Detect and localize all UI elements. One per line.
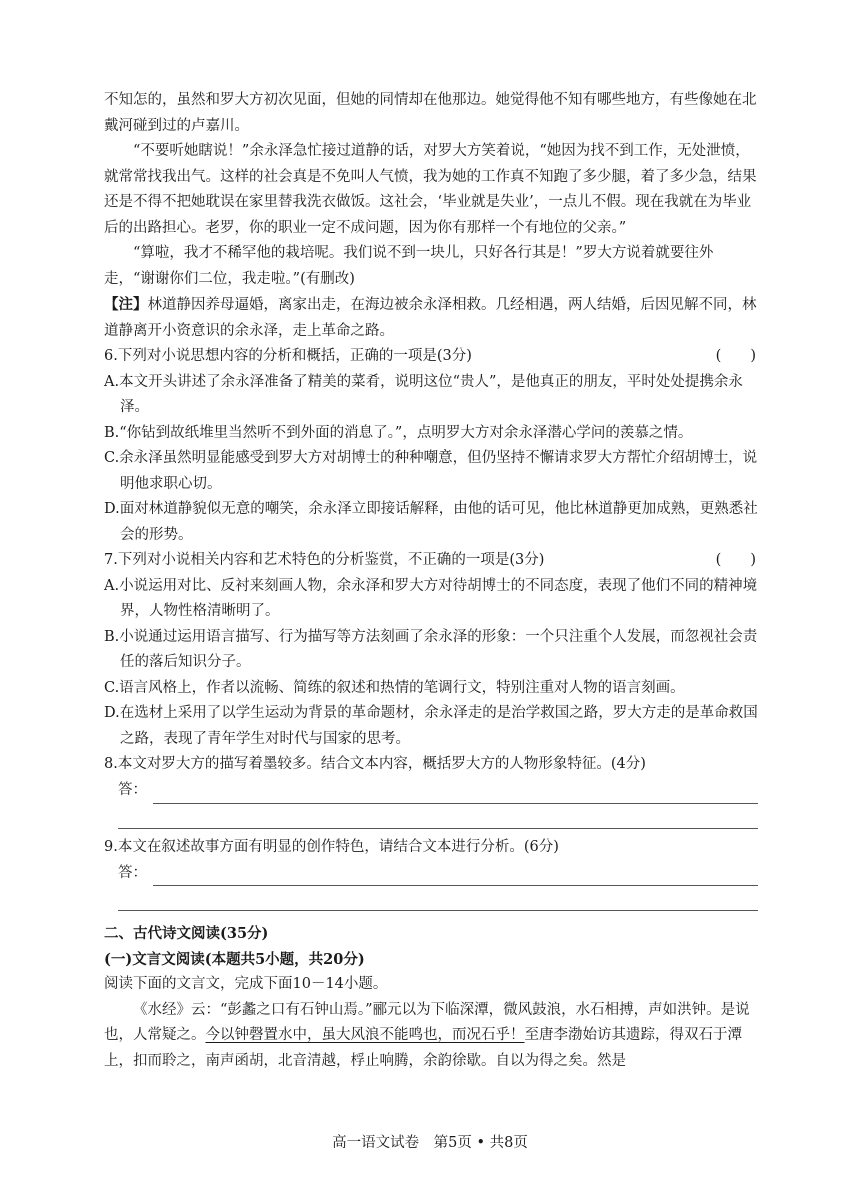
question-6-option-c: C.余永泽虽然明显能感受到罗大方对胡博士的种种嘲意，但仍坚持不懈请求罗大方帮忙介绍胡博士，说明他求职心切。 [104,450,758,492]
answer-rule [153,785,758,804]
question-6-stem: 6.下列对小说思想内容的分析和概括，正确的一项是(3分) [104,348,472,364]
classical-text-part-1: 《水经》云：“彭蠡之口有石钟山焉。”郦元以为下临深潭，微风鼓浪，水石相搏，声如洪钟。是说也，人常疑之。 [104,1001,750,1043]
question-6 [104,344,758,370]
classical-text-part-2: 至唐李渤始访其遗踪，得双石于潭上，扣而聆之，南声函胡，北音清越，桴止响腾，余韵徐歇。自以为得之矣。然是 [104,1027,742,1069]
question-6-answer-bracket[interactable]: ( ) [715,348,756,364]
question-8-answer-label: 答： [118,782,147,798]
page-footer: 高一语文试卷 第5页 • 共8页 [332,1135,528,1151]
question-8-blank-line[interactable] [118,804,758,829]
answer-rule [153,867,758,886]
passage-paragraph-1: 不知怎的，虽然和罗大方初次见面，但她的同情却在他那边。她觉得他不知有哪些地方，有些像她在北戴河碰到过的卢嘉川。 [104,92,757,134]
question-9-stem: 9.本文在叙述故事方面有明显的创作特色，请结合文本进行分析。(6分) [104,838,559,855]
passage-paragraph-2: “不要听她瞎说！”余永泽急忙接过道静的话，对罗大方笑着说，“她因为找不到工作，无处泄愤，就常常找我出气。这样的社会真是不免叫人气愤，我为她的工作真不知跑了多少腿，着了多少急，结果还是不得不把她耽误在家里替我洗衣做饭。这社会，‘毕业就是失业’，一点儿不假。现在我就在为毕业后的出路担心。老罗，你的职业一定不成问题，因为你有那样一个有地位的父亲。” [104,143,757,236]
question-7-option-d: D.在选材上采用了以学生运动为背景的革命题材，余永泽走的是治学救国之路，罗大方走的是革命救国之路，表现了青年学生对时代与国家的思考。 [104,705,758,747]
page-content [104,88,758,1074]
question-9-answer-label: 答： [118,864,147,881]
question-7-option-a: A.小说运用对比、反衬来刻画人物，余永泽和罗大方对待胡博士的不同态度，表现了他们不同的精神境界，人物性格清晰明了。 [104,577,758,619]
question-7-answer-bracket[interactable]: ( ) [715,552,756,568]
question-7-stem: 7.下列对小说相关内容和艺术特色的分析鉴赏，不正确的一项是(3分) [104,552,545,568]
question-7 [104,548,758,574]
question-7-option-b: B.小说通过运用语言描写、行为描写等方法刻画了余永泽的形象：一个只注重个人发展，而忽视社会责任的落后知识分子。 [104,628,758,670]
section-2-subtitle: (一)文言文阅读(本题共5小题，共20分) [104,950,365,968]
classical-text-underlined: 今以钟磬置水中，虽大风浪不能鸣也，而况石乎！ [205,1027,525,1043]
section-2-instruction: 阅读下面的文言文，完成下面10－14小题。 [104,976,388,992]
note-tag: 【注】 [104,296,148,313]
question-7-option-c: C.语言风格上，作者以流畅、简练的叙述和热情的笔调行文，特别注重对人物的语言刻画。 [104,679,685,696]
passage-paragraph-3: “算啦，我才不稀罕他的栽培呢。我们说不到一块儿，只好各行其是！”罗大方说着就要往外走，“谢谢你们二位，我走啦。”(有删改) [104,245,714,287]
section-2-title: 二、古代诗文阅读(35分) [104,925,269,942]
note-text: 林道静因养母逼婚，离家出走，在海边被余永泽相救。几经相遇，两人结婚，后因见解不同，林道静离开小资意识的余永泽，走上革命之路。 [104,297,757,339]
classical-text [104,998,758,1075]
question-9-blank-line[interactable] [118,886,758,911]
question-6-option-b: B.“你钻到故纸堆里当然听不到外面的消息了。”，点明罗大方对余永泽潜心学问的羡慕之情。 [104,424,693,441]
annotation-note [104,292,758,344]
question-8-stem: 8.本文对罗大方的描写着墨较多。结合文本内容，概括罗大方的人物形象特征。(4分) [104,756,646,772]
question-6-option-d: D.面对林道静貌似无意的嘲笑，余永泽立即接话解释，由他的话可见，他比林道静更加成熟，更熟悉社会的形势。 [104,501,758,543]
question-8-answer-line[interactable] [104,778,758,804]
question-9-answer-line[interactable] [104,860,758,886]
question-6-option-a: A.本文开头讲述了余永泽准备了精美的菜肴，说明这位“贵人”，是他真正的朋友，平时处处提携余永泽。 [104,373,743,415]
